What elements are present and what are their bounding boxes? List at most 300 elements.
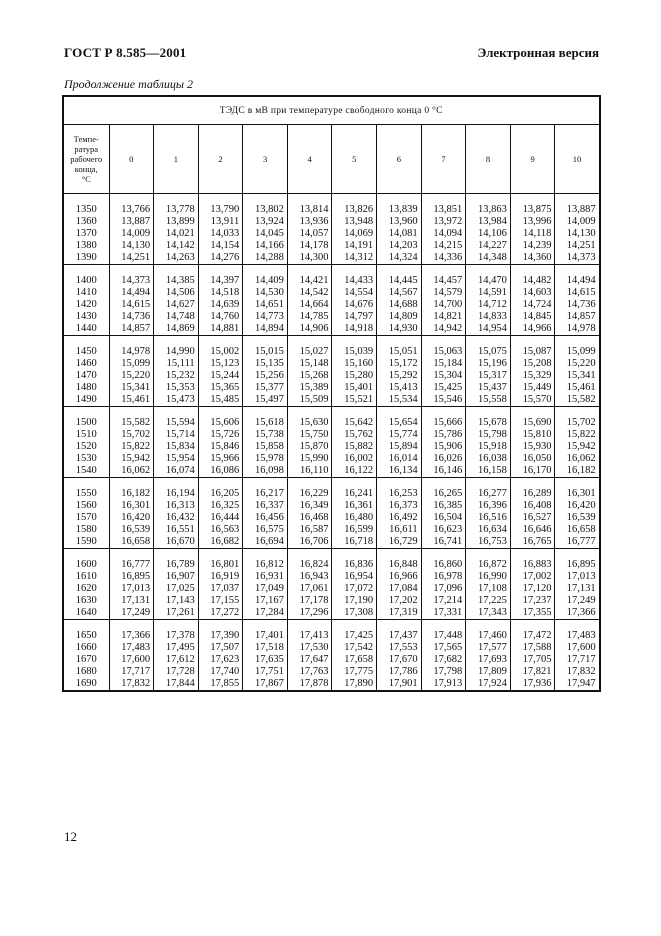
emf-value-cell: 15,461: [109, 394, 154, 407]
table-row: [63, 252, 600, 265]
emf-value-cell: 16,587: [287, 524, 332, 536]
table-row: [63, 441, 600, 453]
emf-value-cell: 17,809: [466, 666, 511, 678]
emf-value-cell: 14,130: [555, 228, 600, 240]
spacer-cell: [377, 478, 422, 489]
emf-value-cell: 14,615: [109, 299, 154, 311]
emf-value-cell: 16,895: [555, 559, 600, 571]
emf-value-cell: 15,256: [243, 370, 288, 382]
emf-value-cell: 15,702: [109, 429, 154, 441]
emf-value-cell: 15,473: [154, 394, 199, 407]
emf-value-cell: 16,205: [198, 488, 243, 500]
emf-value-cell: 14,966: [510, 323, 555, 336]
emf-value-cell: 14,130: [109, 240, 154, 252]
temperature-cell: 1610: [63, 571, 109, 583]
emf-value-cell: 14,833: [466, 311, 511, 323]
column-header: 7: [421, 125, 466, 194]
emf-value-cell: 14,409: [243, 275, 288, 287]
temperature-cell: 1570: [63, 512, 109, 524]
spacer-cell: [466, 620, 511, 631]
temperature-header-line: конца,: [74, 164, 98, 174]
emf-value-cell: 15,232: [154, 370, 199, 382]
temperature-cell: 1590: [63, 536, 109, 549]
table-row: [63, 654, 600, 666]
emf-value-cell: 17,296: [287, 607, 332, 620]
emf-value-cell: 15,039: [332, 346, 377, 358]
column-header: 1: [154, 125, 199, 194]
emf-value-cell: 17,084: [377, 583, 422, 595]
emf-value-cell: 17,786: [377, 666, 422, 678]
table-row: [63, 358, 600, 370]
emf-value-cell: 14,457: [421, 275, 466, 287]
emf-value-cell: 17,588: [510, 642, 555, 654]
emf-value-cell: 16,086: [198, 465, 243, 478]
temperature-cell: 1620: [63, 583, 109, 595]
emf-value-cell: 16,765: [510, 536, 555, 549]
emf-value-cell: 15,582: [555, 394, 600, 407]
temperature-cell: 1370: [63, 228, 109, 240]
temperature-cell: 1510: [63, 429, 109, 441]
emf-value-cell: 14,894: [243, 323, 288, 336]
emf-value-cell: 17,437: [377, 630, 422, 642]
emf-value-cell: 16,480: [332, 512, 377, 524]
emf-value-cell: 15,160: [332, 358, 377, 370]
emf-value-cell: 16,504: [421, 512, 466, 524]
emf-value-cell: 15,099: [109, 358, 154, 370]
spacer-cell: [510, 620, 555, 631]
table-row: [63, 488, 600, 500]
table-row: [63, 607, 600, 620]
emf-value-cell: 17,901: [377, 678, 422, 691]
emf-value-cell: 17,249: [109, 607, 154, 620]
spacer-cell: [421, 620, 466, 631]
emf-value-cell: 15,497: [243, 394, 288, 407]
temperature-cell: 1670: [63, 654, 109, 666]
emf-value-cell: 14,567: [377, 287, 422, 299]
spacer-cell: [510, 265, 555, 276]
spacer-cell: [287, 620, 332, 631]
spacer-cell: [466, 478, 511, 489]
emf-value-cell: 14,373: [109, 275, 154, 287]
spacer-cell: [377, 407, 422, 418]
emf-value-cell: 17,366: [109, 630, 154, 642]
emf-value-cell: 15,702: [555, 417, 600, 429]
emf-value-cell: 17,890: [332, 678, 377, 691]
emf-value-cell: 17,061: [287, 583, 332, 595]
emf-value-cell: 15,894: [377, 441, 422, 453]
emf-value-cell: 13,899: [154, 216, 199, 228]
spacer-cell: [421, 549, 466, 560]
temperature-header-line: рабочего: [70, 154, 103, 164]
spacer-cell: [421, 194, 466, 205]
emf-value-cell: 15,570: [510, 394, 555, 407]
emf-value-cell: 14,373: [555, 252, 600, 265]
emf-value-cell: 15,425: [421, 382, 466, 394]
emf-value-cell: 14,978: [109, 346, 154, 358]
emf-value-cell: 15,786: [421, 429, 466, 441]
emf-value-cell: 13,851: [421, 204, 466, 216]
emf-value-cell: 16,836: [332, 559, 377, 571]
spacer-cell: [466, 549, 511, 560]
emf-value-cell: 16,444: [198, 512, 243, 524]
emf-value-cell: 16,182: [555, 465, 600, 478]
emf-value-cell: 15,075: [466, 346, 511, 358]
emf-value-cell: 17,190: [332, 595, 377, 607]
emf-value-cell: 14,785: [287, 311, 332, 323]
emf-value-cell: 16,146: [421, 465, 466, 478]
emf-value-cell: 14,482: [510, 275, 555, 287]
emf-value-cell: 14,506: [154, 287, 199, 299]
emf-value-cell: 14,639: [198, 299, 243, 311]
emf-value-cell: 14,760: [198, 311, 243, 323]
spacer-cell: [109, 407, 154, 418]
table-row: [63, 678, 600, 691]
spacer-cell: [555, 194, 600, 205]
emf-value-cell: 15,304: [421, 370, 466, 382]
emf-value-cell: 14,069: [332, 228, 377, 240]
column-header: 9: [510, 125, 555, 194]
emf-value-cell: 15,834: [154, 441, 199, 453]
emf-value-cell: 14,324: [377, 252, 422, 265]
emf-value-cell: 16,966: [377, 571, 422, 583]
column-header: 8: [466, 125, 511, 194]
emf-value-cell: 14,542: [287, 287, 332, 299]
emf-value-cell: 14,700: [421, 299, 466, 311]
spacer-cell: [510, 194, 555, 205]
temperature-cell: 1470: [63, 370, 109, 382]
table-row: [63, 216, 600, 228]
emf-value-cell: 15,220: [555, 358, 600, 370]
spacer-cell: [243, 407, 288, 418]
emf-value-cell: 14,978: [555, 323, 600, 336]
emf-value-cell: 16,990: [466, 571, 511, 583]
emf-value-cell: 13,839: [377, 204, 422, 216]
emf-value-cell: 15,690: [510, 417, 555, 429]
emf-value-cell: 16,919: [198, 571, 243, 583]
emf-value-cell: 15,582: [109, 417, 154, 429]
emf-value-cell: 16,575: [243, 524, 288, 536]
emf-value-cell: 16,456: [243, 512, 288, 524]
emf-value-cell: 16,943: [287, 571, 332, 583]
document-code: ГОСТ Р 8.585—2001: [64, 45, 187, 60]
emf-value-cell: 14,178: [287, 240, 332, 252]
emf-value-cell: 16,824: [287, 559, 332, 571]
emf-value-cell: 14,045: [243, 228, 288, 240]
group-spacer: [63, 478, 600, 489]
spacer-cell: [63, 336, 109, 347]
column-header: 2: [198, 125, 243, 194]
emf-value-cell: 17,214: [421, 595, 466, 607]
emf-value-cell: 14,773: [243, 311, 288, 323]
table-row: [63, 453, 600, 465]
emf-value-cell: 15,148: [287, 358, 332, 370]
emf-value-cell: 14,494: [109, 287, 154, 299]
emf-value-cell: 17,565: [421, 642, 466, 654]
emf-value-cell: 14,203: [377, 240, 422, 252]
emf-value-cell: 17,717: [109, 666, 154, 678]
emf-value-cell: 17,025: [154, 583, 199, 595]
spacer-cell: [421, 478, 466, 489]
temperature-cell: 1490: [63, 394, 109, 407]
spacer-cell: [287, 194, 332, 205]
emf-value-cell: 14,239: [510, 240, 555, 252]
emf-value-cell: 17,155: [198, 595, 243, 607]
emf-value-cell: 16,074: [154, 465, 199, 478]
spacer-cell: [243, 620, 288, 631]
emf-value-cell: 15,654: [377, 417, 422, 429]
spacer-cell: [466, 194, 511, 205]
thermo-emf-table: [62, 95, 601, 692]
emf-value-cell: 16,812: [243, 559, 288, 571]
emf-value-cell: 15,509: [287, 394, 332, 407]
emf-value-cell: 14,360: [510, 252, 555, 265]
emf-value-cell: 17,261: [154, 607, 199, 620]
emf-value-cell: 15,858: [243, 441, 288, 453]
table-title: ТЭДС в мВ при температуре свободного конца 0 °С: [63, 96, 600, 125]
spacer-cell: [377, 620, 422, 631]
emf-value-cell: 15,015: [243, 346, 288, 358]
temperature-cell: 1450: [63, 346, 109, 358]
emf-value-cell: 13,887: [109, 216, 154, 228]
emf-value-cell: 16,194: [154, 488, 199, 500]
spacer-cell: [332, 265, 377, 276]
emf-value-cell: 15,762: [332, 429, 377, 441]
emf-value-cell: 15,280: [332, 370, 377, 382]
emf-value-cell: 17,131: [109, 595, 154, 607]
emf-value-cell: 14,397: [198, 275, 243, 287]
table-row: [63, 571, 600, 583]
emf-value-cell: 15,208: [510, 358, 555, 370]
emf-value-cell: 13,984: [466, 216, 511, 228]
emf-value-cell: 14,821: [421, 311, 466, 323]
emf-value-cell: 14,081: [377, 228, 422, 240]
table-row: [63, 512, 600, 524]
column-header: 10: [555, 125, 600, 194]
spacer-cell: [377, 336, 422, 347]
spacer-cell: [287, 478, 332, 489]
temperature-cell: 1580: [63, 524, 109, 536]
emf-value-cell: 14,712: [466, 299, 511, 311]
emf-value-cell: 15,317: [466, 370, 511, 382]
emf-value-cell: 16,385: [421, 500, 466, 512]
column-header: 5: [332, 125, 377, 194]
emf-value-cell: 14,530: [243, 287, 288, 299]
emf-value-cell: 17,249: [555, 595, 600, 607]
table-row: [63, 346, 600, 358]
emf-value-cell: 16,516: [466, 512, 511, 524]
table-row: [63, 299, 600, 311]
temperature-column-header: [63, 125, 109, 194]
emf-value-cell: 15,063: [421, 346, 466, 358]
table-row: [63, 559, 600, 571]
table-row: [63, 311, 600, 323]
emf-value-cell: 16,408: [510, 500, 555, 512]
group-spacer: [63, 336, 600, 347]
temperature-cell: 1420: [63, 299, 109, 311]
emf-value-cell: 14,288: [243, 252, 288, 265]
emf-value-cell: 14,118: [510, 228, 555, 240]
emf-value-cell: 17,096: [421, 583, 466, 595]
emf-value-cell: 14,869: [154, 323, 199, 336]
emf-value-cell: 17,013: [555, 571, 600, 583]
column-header: 0: [109, 125, 154, 194]
emf-value-cell: 15,870: [287, 441, 332, 453]
emf-value-cell: 16,623: [421, 524, 466, 536]
emf-value-cell: 16,492: [377, 512, 422, 524]
emf-value-cell: 16,860: [421, 559, 466, 571]
emf-value-cell: 15,774: [377, 429, 422, 441]
emf-value-cell: 13,948: [332, 216, 377, 228]
emf-value-cell: 17,072: [332, 583, 377, 595]
emf-value-cell: 17,751: [243, 666, 288, 678]
emf-value-cell: 16,658: [109, 536, 154, 549]
emf-value-cell: 17,924: [466, 678, 511, 691]
table-row: [63, 370, 600, 382]
emf-value-cell: 16,420: [109, 512, 154, 524]
temperature-cell: 1530: [63, 453, 109, 465]
emf-value-cell: 15,546: [421, 394, 466, 407]
emf-value-cell: 13,911: [198, 216, 243, 228]
spacer-cell: [63, 265, 109, 276]
emf-value-cell: 15,365: [198, 382, 243, 394]
spacer-cell: [332, 407, 377, 418]
spacer-cell: [198, 336, 243, 347]
emf-value-cell: 15,642: [332, 417, 377, 429]
emf-value-cell: 17,705: [510, 654, 555, 666]
emf-value-cell: 17,413: [287, 630, 332, 642]
emf-value-cell: 16,634: [466, 524, 511, 536]
emf-value-cell: 15,846: [198, 441, 243, 453]
emf-value-cell: 16,694: [243, 536, 288, 549]
spacer-cell: [198, 620, 243, 631]
emf-value-cell: 16,646: [510, 524, 555, 536]
emf-value-cell: 17,763: [287, 666, 332, 678]
emf-value-cell: 17,343: [466, 607, 511, 620]
emf-value-cell: 15,087: [510, 346, 555, 358]
table-row: [63, 382, 600, 394]
emf-value-cell: 16,777: [555, 536, 600, 549]
emf-value-cell: 16,895: [109, 571, 154, 583]
group-spacer: [63, 265, 600, 276]
emf-value-cell: 13,924: [243, 216, 288, 228]
emf-value-cell: 16,253: [377, 488, 422, 500]
emf-value-cell: 17,947: [555, 678, 600, 691]
spacer-cell: [466, 407, 511, 418]
emf-value-cell: 17,600: [555, 642, 600, 654]
spacer-cell: [109, 549, 154, 560]
temperature-cell: 1550: [63, 488, 109, 500]
emf-value-cell: 15,329: [510, 370, 555, 382]
table-row: [63, 394, 600, 407]
emf-value-cell: 13,887: [555, 204, 600, 216]
emf-value-cell: 16,158: [466, 465, 511, 478]
emf-value-cell: 16,978: [421, 571, 466, 583]
table-row: [63, 500, 600, 512]
emf-value-cell: 14,094: [421, 228, 466, 240]
emf-value-cell: 17,577: [466, 642, 511, 654]
temperature-cell: 1440: [63, 323, 109, 336]
table-row: [63, 536, 600, 549]
emf-value-cell: 16,217: [243, 488, 288, 500]
emf-value-cell: 15,449: [510, 382, 555, 394]
temperature-cell: 1680: [63, 666, 109, 678]
emf-value-cell: 14,336: [421, 252, 466, 265]
emf-value-cell: 16,289: [510, 488, 555, 500]
emf-value-cell: 16,789: [154, 559, 199, 571]
emf-value-cell: 17,472: [510, 630, 555, 642]
emf-value-cell: 13,766: [109, 204, 154, 216]
emf-value-cell: 17,390: [198, 630, 243, 642]
emf-value-cell: 16,801: [198, 559, 243, 571]
emf-value-cell: 16,539: [555, 512, 600, 524]
emf-value-cell: 16,241: [332, 488, 377, 500]
emf-value-cell: 14,263: [154, 252, 199, 265]
emf-value-cell: 15,353: [154, 382, 199, 394]
column-header-row: [63, 125, 600, 194]
edition-label: Электронная версия: [477, 45, 599, 60]
emf-value-cell: 16,265: [421, 488, 466, 500]
emf-value-cell: 15,377: [243, 382, 288, 394]
table-row: [63, 287, 600, 299]
emf-value-cell: 14,276: [198, 252, 243, 265]
emf-value-cell: 14,664: [287, 299, 332, 311]
emf-value-cell: 15,906: [421, 441, 466, 453]
emf-value-cell: 15,135: [243, 358, 288, 370]
emf-value-cell: 16,658: [555, 524, 600, 536]
emf-value-cell: 16,098: [243, 465, 288, 478]
emf-value-cell: 14,385: [154, 275, 199, 287]
emf-value-cell: 17,131: [555, 583, 600, 595]
spacer-cell: [198, 407, 243, 418]
emf-value-cell: 16,611: [377, 524, 422, 536]
emf-value-cell: 17,120: [510, 583, 555, 595]
group-spacer: [63, 407, 600, 418]
emf-value-cell: 17,635: [243, 654, 288, 666]
emf-value-cell: 15,413: [377, 382, 422, 394]
emf-value-cell: 15,461: [555, 382, 600, 394]
emf-value-cell: 14,918: [332, 323, 377, 336]
emf-value-cell: 17,518: [243, 642, 288, 654]
spacer-cell: [510, 336, 555, 347]
emf-value-cell: 16,182: [109, 488, 154, 500]
emf-value-cell: 15,099: [555, 346, 600, 358]
emf-value-cell: 16,599: [332, 524, 377, 536]
spacer-cell: [510, 478, 555, 489]
emf-value-cell: 15,930: [510, 441, 555, 453]
emf-value-cell: 17,037: [198, 583, 243, 595]
temperature-cell: 1650: [63, 630, 109, 642]
spacer-cell: [287, 549, 332, 560]
emf-value-cell: 14,518: [198, 287, 243, 299]
emf-value-cell: 15,678: [466, 417, 511, 429]
emf-value-cell: 14,494: [555, 275, 600, 287]
emf-value-cell: 15,292: [377, 370, 422, 382]
spacer-cell: [510, 407, 555, 418]
emf-value-cell: 16,337: [243, 500, 288, 512]
emf-value-cell: 17,693: [466, 654, 511, 666]
table-row: [63, 630, 600, 642]
emf-value-cell: 15,714: [154, 429, 199, 441]
emf-value-cell: 14,021: [154, 228, 199, 240]
emf-value-cell: 17,355: [510, 607, 555, 620]
emf-value-cell: 15,002: [198, 346, 243, 358]
emf-value-cell: 15,942: [109, 453, 154, 465]
emf-value-cell: 15,341: [555, 370, 600, 382]
spacer-cell: [198, 265, 243, 276]
emf-value-cell: 15,184: [421, 358, 466, 370]
table-row: [63, 465, 600, 478]
emf-value-cell: 14,651: [243, 299, 288, 311]
